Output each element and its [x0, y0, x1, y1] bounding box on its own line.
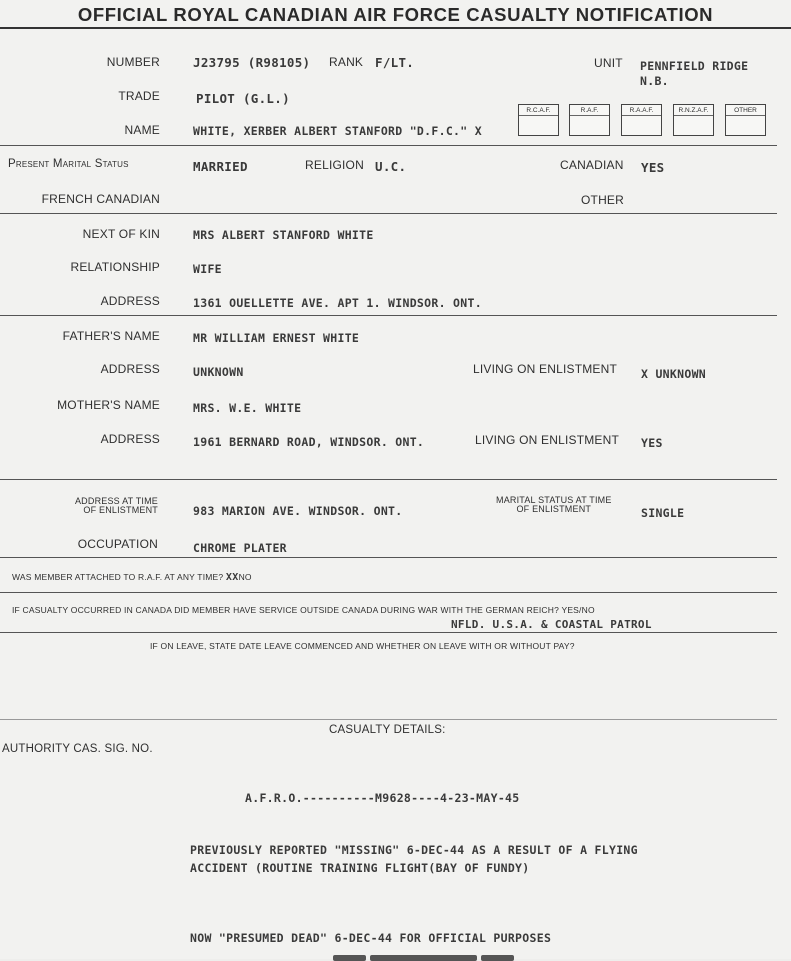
section-rule	[0, 632, 777, 633]
father-address-value: UNKNOWN	[193, 365, 244, 379]
service-box-raf	[569, 104, 610, 136]
nok-address-value: 1361 OUELLETTE AVE. APT 1. WINDSOR. ONT.	[193, 296, 482, 310]
outside-canada-answer: NFLD. U.S.A. & COASTAL PATROL	[451, 618, 652, 631]
name-value: WHITE, XERBER ALBERT STANFORD "D.F.C." X	[193, 124, 482, 138]
other-label: OTHER	[581, 193, 624, 207]
mother-living-label: LIVING ON ENLISTMENT	[475, 433, 620, 447]
nok-address-label: ADDRESS	[100, 294, 160, 308]
raf-question-text: WAS MEMBER ATTACHED TO R.A.F. AT ANY TIME?	[12, 572, 224, 582]
section-rule	[0, 145, 777, 146]
section-rule	[0, 315, 777, 316]
rank-label: RANK	[329, 55, 364, 69]
relationship-label: RELATIONSHIP	[70, 260, 160, 274]
mother-address-label: ADDRESS	[100, 432, 160, 446]
service-box-rcaf	[518, 104, 559, 136]
relationship-value: WIFE	[193, 262, 222, 276]
number-value: J23795 (R98105)	[193, 55, 311, 70]
service-box-label: R.A.A.F.	[622, 107, 661, 116]
canadian-label: CANADIAN	[560, 158, 624, 172]
name-label: NAME	[124, 123, 160, 137]
father-living-label: LIVING ON ENLISTMENT	[473, 362, 618, 376]
form-title: OFFICIAL ROYAL CANADIAN AIR FORCE CASUALTY NOTIFICATION	[77, 4, 714, 25]
service-box-label: R.A.F.	[570, 107, 609, 116]
casualty-detail-line3: NOW "PRESUMED DEAD" 6-DEC-44 FOR OFFICIAL PURPOSES	[190, 931, 552, 945]
authority-reference: A.F.R.O.----------M9628----4-23-MAY-45	[245, 791, 520, 805]
casualty-details-heading: CASUALTY DETAILS:	[329, 724, 446, 736]
service-box-label: OTHER	[726, 107, 765, 116]
number-label: NUMBER	[106, 55, 160, 69]
raf-answer-mark: XX	[225, 572, 239, 583]
marital-status-label: Present Marital Status	[8, 158, 129, 170]
section-rule	[0, 213, 777, 214]
section-rule	[0, 557, 777, 558]
religion-value: U.C.	[375, 159, 407, 174]
canadian-value: YES	[641, 160, 665, 175]
authority-label: AUTHORITY CAS. SIG. NO.	[2, 743, 153, 755]
marital-at-enlistment-value: SINGLE	[641, 506, 685, 520]
marital-status-value: MARRIED	[193, 159, 248, 174]
rank-value: F/LT.	[375, 55, 415, 70]
service-box-label: R.C.A.F.	[519, 107, 558, 116]
leave-question: IF ON LEAVE, STATE DATE LEAVE COMMENCED AND WHETHER ON LEAVE WITH OR WITHOUT PAY?	[150, 641, 575, 651]
casualty-detail-line2: ACCIDENT (ROUTINE TRAINING FLIGHT(BAY OF FUNDY)	[190, 861, 530, 875]
section-rule	[0, 719, 777, 720]
service-box-label: R.N.Z.A.F.	[674, 107, 713, 116]
unit-value-line2: N.B.	[640, 74, 669, 88]
raf-answer-no: NO	[238, 572, 252, 582]
section-rule	[0, 479, 777, 480]
next-of-kin-label: NEXT OF KIN	[82, 227, 160, 241]
french-canadian-label: FRENCH CANADIAN	[41, 192, 160, 206]
address-at-enlistment-label	[75, 497, 158, 515]
outside-canada-question: IF CASUALTY OCCURRED IN CANADA DID MEMBER HAVE SERVICE OUTSIDE CANADA DURING WAR WITH THE GERMAN REICH? YES/NO	[12, 605, 595, 615]
occupation-label: OCCUPATION	[77, 537, 158, 551]
next-of-kin-value: MRS ALBERT STANFORD WHITE	[193, 228, 374, 242]
section-rule	[0, 592, 777, 593]
marital-at-enlistment-label	[496, 496, 612, 514]
mothers-name-label: MOTHER'S NAME	[57, 398, 160, 412]
fathers-name-value: MR WILLIAM ERNEST WHITE	[193, 331, 360, 345]
scan-edge-mark	[481, 955, 514, 961]
occupation-value: CHROME PLATER	[193, 541, 287, 555]
scan-edge-mark	[370, 955, 477, 961]
religion-label: RELIGION	[305, 158, 364, 172]
casualty-detail-line1: PREVIOUSLY REPORTED "MISSING" 6-DEC-44 AS A RESULT OF A FLYING	[190, 843, 638, 857]
address-at-enlistment-label-line2: OF ENLISTMENT	[83, 505, 158, 515]
trade-value: PILOT (G.L.)	[196, 91, 290, 106]
unit-value-line1: PENNFIELD RIDGE	[640, 59, 749, 73]
fathers-name-label: FATHER'S NAME	[62, 329, 160, 343]
trade-label: TRADE	[118, 89, 160, 103]
raf-question	[12, 572, 252, 583]
scan-edge-mark	[333, 955, 366, 961]
mother-living-value: YES	[641, 436, 663, 450]
father-living-value: X UNKNOWN	[641, 367, 707, 381]
address-at-enlistment-label-line1: ADDRESS AT TIME	[74, 496, 158, 506]
mother-address-value: 1961 BERNARD ROAD, WINDSOR. ONT.	[193, 435, 425, 449]
service-box-other	[725, 104, 766, 136]
service-box-rnzaf	[673, 104, 714, 136]
father-address-label: ADDRESS	[100, 362, 160, 376]
title-rule	[0, 27, 791, 29]
marital-at-enlistment-label-line2: OF ENLISTMENT	[516, 504, 592, 514]
mothers-name-value: MRS. W.E. WHITE	[193, 401, 302, 415]
service-box-raaf	[621, 104, 662, 136]
unit-label: UNIT	[594, 56, 623, 70]
marital-at-enlistment-label-line1: MARITAL STATUS AT TIME	[496, 495, 612, 505]
address-at-enlistment-value: 983 MARION AVE. WINDSOR. ONT.	[193, 504, 403, 518]
